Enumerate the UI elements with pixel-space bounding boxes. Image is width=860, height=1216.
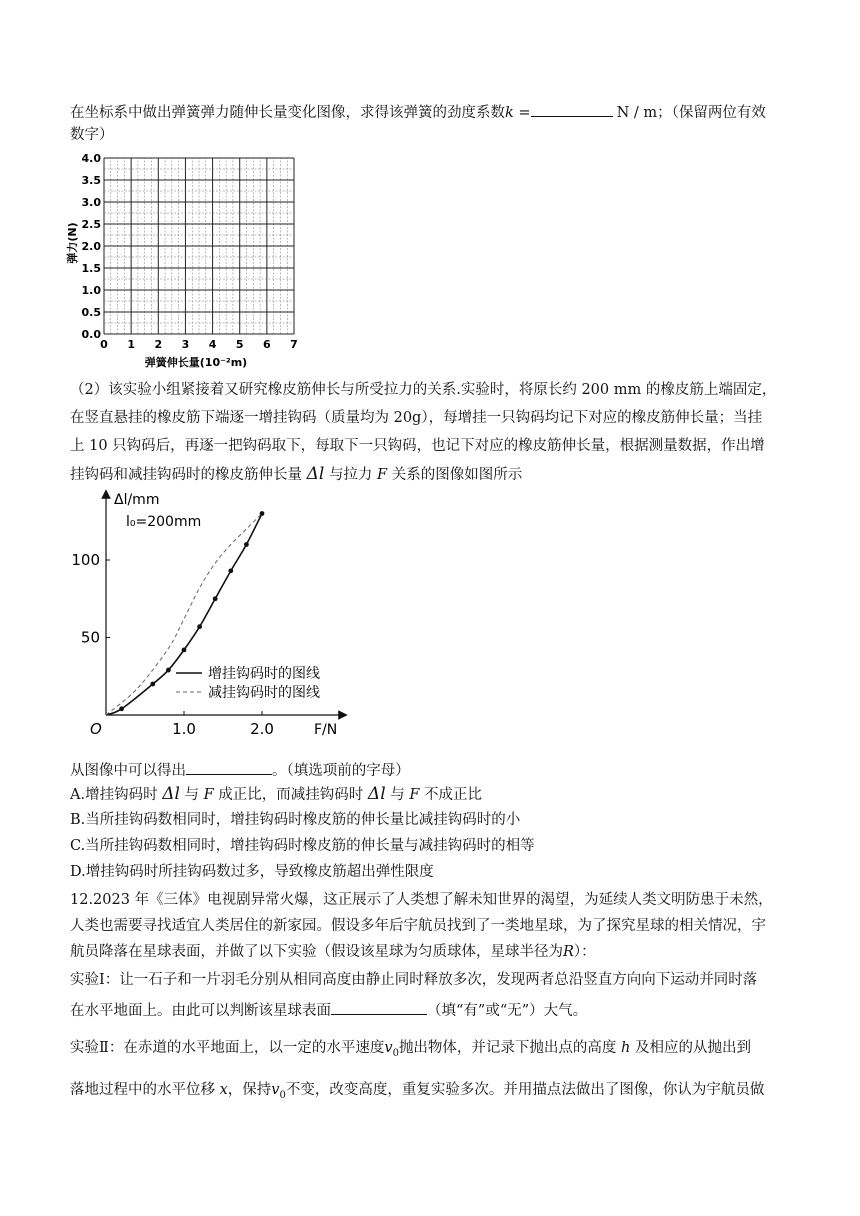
text: ）：: [573, 944, 596, 960]
x-tick-label: 1.0: [172, 720, 196, 738]
legend-decreasing: 减挂钩码时的图线: [208, 685, 320, 701]
grid-ytick: 3.0: [81, 196, 101, 209]
subscript-0: 0: [279, 1089, 286, 1101]
symbol-v: v: [271, 1082, 280, 1098]
data-point: [197, 624, 202, 629]
text: 与拉力: [328, 467, 373, 483]
part2-line-1: [70, 380, 776, 400]
text: 与: [390, 787, 405, 803]
grid-xtick: 5: [235, 338, 244, 351]
text: ，保持: [227, 1082, 272, 1098]
option-a: [70, 784, 482, 805]
text: 在水平地面上。由此可以判断该星球表面: [70, 1003, 331, 1019]
experiment-1-line-1: 实验Ⅰ：让一石子和一片羽毛分别从相同高度由静止同时释放多次，发现两者总沿竖直方向向下运动并同时落: [70, 972, 758, 988]
symbol-v: v: [384, 1040, 393, 1056]
text: 关系的图像如图所示: [391, 467, 523, 483]
symbol-R: R: [563, 944, 574, 960]
data-point: [182, 648, 187, 653]
text: 不成正比: [424, 787, 483, 803]
text: 挂钩码和减挂钩码时的橡皮筋伸长量: [70, 467, 302, 483]
grid-xtick: 6: [263, 338, 271, 351]
option-d: D.增挂钩码时所挂钩码数过多，导致橡皮筋超出弹性限度: [70, 864, 434, 880]
grid-ytick: 0.0: [81, 328, 101, 341]
chart-grid: [82, 152, 298, 351]
answer-blank: [331, 998, 427, 1015]
data-point: [244, 542, 249, 547]
part2-line-2: 在竖直悬挂的橡皮筋下端逐一增挂钩码（质量均为 20g），每增挂一只钩码均记下对应的橡皮筋伸长量；当挂: [70, 410, 763, 426]
question-line-2: 数字）: [70, 127, 114, 143]
grid-ytick: 3.5: [81, 174, 101, 187]
symbol-x: x: [219, 1082, 228, 1098]
grid-ytick: 1.0: [81, 284, 101, 297]
part2-prompt: [70, 758, 410, 781]
question-line-1: [70, 100, 766, 123]
option-c: C.当所挂钩码数相同时，增挂钩码时橡皮筋的伸长量与减挂钩码时的相等: [70, 838, 535, 854]
data-point: [150, 682, 155, 687]
grid-xtick: 3: [181, 338, 190, 351]
question-text: ；（保留两位有效: [657, 105, 766, 121]
grid-ytick: 4.0: [81, 152, 101, 165]
answer-blank: [186, 758, 272, 775]
grid-xtick: 2: [154, 338, 163, 351]
symbol-delta-l: Δl: [367, 784, 386, 804]
q12-line-2: 人类也需要寻找适宜人类居住的新家园。假设多年后宇航员找到了一类地星球，为了探究星球的相关情况，宇: [70, 918, 766, 934]
symbol-k: k: [505, 105, 514, 121]
text: 不变，改变高度，重复实验多次。并用描点法做出了图像，你认为宇航员做: [285, 1082, 765, 1098]
experiment-2-line-1: [70, 1038, 751, 1064]
grid-ytick: 2.0: [81, 240, 101, 253]
grid-xtick: 0: [100, 338, 108, 351]
grid-xtick: 4: [208, 338, 217, 351]
unit-label: N / m: [616, 105, 658, 121]
data-point: [166, 668, 171, 673]
answer-blank: [531, 100, 613, 117]
subscript-0: 0: [392, 1047, 399, 1059]
symbol-h: h: [621, 1040, 631, 1056]
grid-ytick: 1.5: [81, 262, 101, 275]
part2-line-4: [70, 464, 522, 485]
grid-ylabel: 弹力(N): [66, 222, 79, 264]
equals-sign: =: [513, 105, 531, 121]
data-point: [213, 596, 218, 601]
legend-increasing: 增挂钩码时的图线: [208, 666, 320, 682]
grid-ytick: 2.5: [81, 218, 101, 231]
symbol-delta-l: Δl: [306, 464, 325, 484]
text: 落地过程中的水平位移: [70, 1082, 215, 1098]
text: 抛出物体，并记录下抛出点的高度: [398, 1040, 617, 1056]
chart-ylabel: Δl/mm: [114, 492, 160, 508]
text: 成正比，而减挂钩码时: [218, 787, 364, 803]
text: （2）该实验小组紧接着又研究橡皮筋伸长与所受拉力的关系.实验时，将原长约: [70, 382, 582, 398]
origin-label: O: [90, 720, 102, 738]
y-tick-label: 50: [80, 628, 100, 647]
text: 。（填选项前的字母）: [272, 763, 410, 779]
grid-xtick: 7: [290, 338, 298, 351]
experiment-1-line-2: [70, 998, 587, 1021]
text: 从图像中可以得出: [70, 763, 186, 779]
text: 与: [184, 787, 200, 803]
chart-note: l₀=200mm: [126, 514, 202, 530]
grid-xlabel: 弹簧伸长量(10⁻²m): [144, 356, 248, 369]
spring-grid-chart: [62, 148, 322, 378]
data-point: [119, 706, 124, 711]
text: mm 的橡皮筋上端固定，: [609, 382, 777, 398]
rubber-band-chart: [68, 488, 348, 748]
x-tick-label: 2.0: [250, 720, 274, 738]
symbol-F: F: [409, 787, 420, 803]
chart-xlabel: F/N: [314, 722, 338, 738]
data-point: [260, 511, 265, 516]
grid-xtick: 1: [127, 338, 135, 351]
text: （填“有”或“无”）大气。: [427, 1003, 588, 1019]
option-b: B.当所挂钩码数相同时，增挂钩码时橡皮筋的伸长量比减挂钩码时的小: [70, 812, 521, 828]
part2-line-3: 上 10 只钩码后，再逐一把钩码取下，每取下一只钩码，也记下对应的橡皮筋伸长量，根据测量数据，作出增: [70, 438, 765, 454]
q12-line-1: 12.2023 年《三体》电视剧异常火爆，这正展示了人类想了解未知世界的渴望，为延续人类文明防患于未然，: [70, 892, 773, 908]
symbol-delta-l: Δl: [162, 784, 180, 804]
question-text: 在坐标系中做出弹簧弹力随伸长量变化图像，求得该弹簧的劲度系数: [70, 105, 505, 121]
text: 实验Ⅱ：在赤道的水平地面上，以一定的水平速度: [70, 1040, 385, 1056]
experiment-2-line-2: [70, 1080, 764, 1106]
y-tick-label: 100: [71, 551, 100, 569]
text: A.增挂钩码时: [70, 787, 158, 803]
symbol-F: F: [203, 787, 214, 803]
text: 及相应的从抛出到: [635, 1040, 751, 1056]
data-point: [228, 568, 233, 573]
grid-ytick: 0.5: [81, 306, 101, 319]
symbol-F: F: [377, 467, 388, 483]
q12-line-3: [70, 942, 596, 962]
number: 200: [581, 382, 610, 398]
text: 航员降落在星球表面，并做了以下实验（假设该星球为匀质球体，星球半径为: [70, 944, 563, 960]
